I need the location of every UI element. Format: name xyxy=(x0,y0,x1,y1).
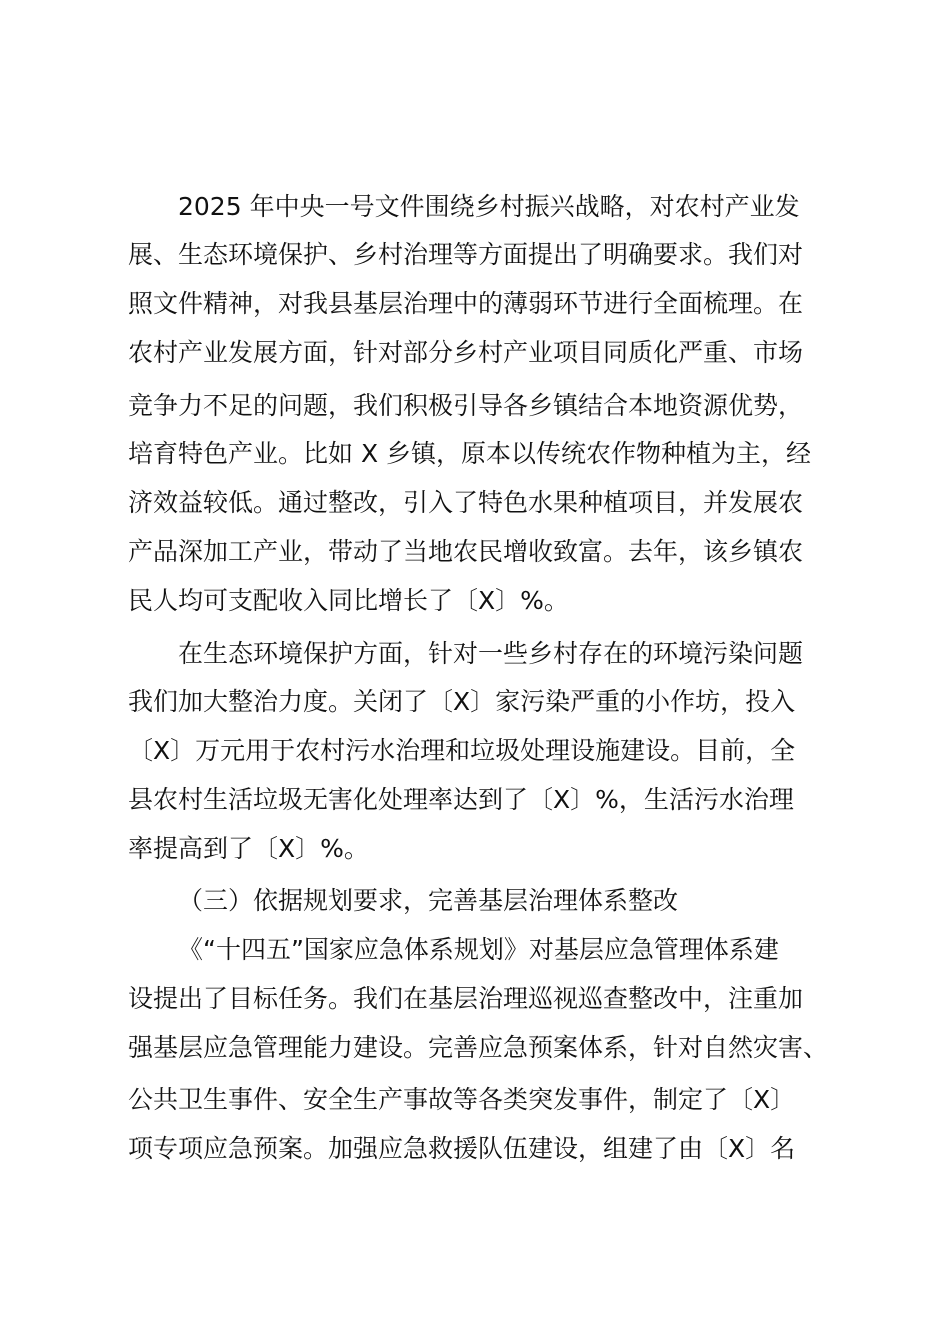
paragraph-2-line-5: 率提高到了〔X〕%。 xyxy=(128,834,369,863)
paragraph-3-line-5: 项专项应急预案。加强应急救援队伍建设，组建了由〔X〕名 xyxy=(128,1134,796,1163)
paragraph-3-line-4: 公共卫生事件、安全生产事故等各类突发事件，制定了〔X〕 xyxy=(128,1085,796,1114)
paragraph-1-line-9: 民人均可支配收入同比增长了〔X〕%。 xyxy=(128,586,569,615)
paragraph-3-line-2: 设提出了目标任务。我们在基层治理巡视巡查整改中，注重加 xyxy=(128,984,804,1013)
paragraph-3-line-1: 《“十四五”国家应急体系规划》对基层应急管理体系建 xyxy=(178,935,779,964)
paragraph-2-line-4: 县农村生活垃圾无害化处理率达到了〔X〕%，生活污水治理 xyxy=(128,785,794,814)
paragraph-2-line-3: 〔X〕万元用于农村污水治理和垃圾处理设施建设。目前，全 xyxy=(128,736,796,765)
paragraph-1-line-5: 竞争力不足的问题，我们积极引导各乡镇结合本地资源优势， xyxy=(128,391,804,420)
paragraph-1-line-2: 展、生态环境保护、乡村治理等方面提出了明确要求。我们对 xyxy=(128,240,804,269)
paragraph-1-line-4: 农村产业发展方面，针对部分乡村产业项目同质化严重、市场 xyxy=(128,338,804,367)
paragraph-1-line-1: 2025 年中央一号文件围绕乡村振兴战略，对农村产业发 xyxy=(178,192,800,221)
section-heading: （三）依据规划要求，完善基层治理体系整改 xyxy=(178,886,679,915)
paragraph-1-line-3: 照文件精神，对我县基层治理中的薄弱环节进行全面梳理。在 xyxy=(128,289,804,318)
paragraph-1-line-7: 济效益较低。通过整改，引入了特色水果种植项目，并发展农 xyxy=(128,488,804,517)
paragraph-2-line-2: 我们加大整治力度。关闭了〔X〕家污染严重的小作坊，投入 xyxy=(128,687,796,716)
paragraph-1-line-6: 培育特色产业。比如 X 乡镇，原本以传统农作物种植为主，经 xyxy=(128,439,812,468)
paragraph-3-line-3: 强基层应急管理能力建设。完善应急预案体系，针对自然灾害、 xyxy=(128,1033,829,1062)
paragraph-2-line-1: 在生态环境保护方面，针对一些乡村存在的环境污染问题 xyxy=(178,639,804,668)
paragraph-1-line-8: 产品深加工产业，带动了当地农民增收致富。去年，该乡镇农 xyxy=(128,537,804,566)
